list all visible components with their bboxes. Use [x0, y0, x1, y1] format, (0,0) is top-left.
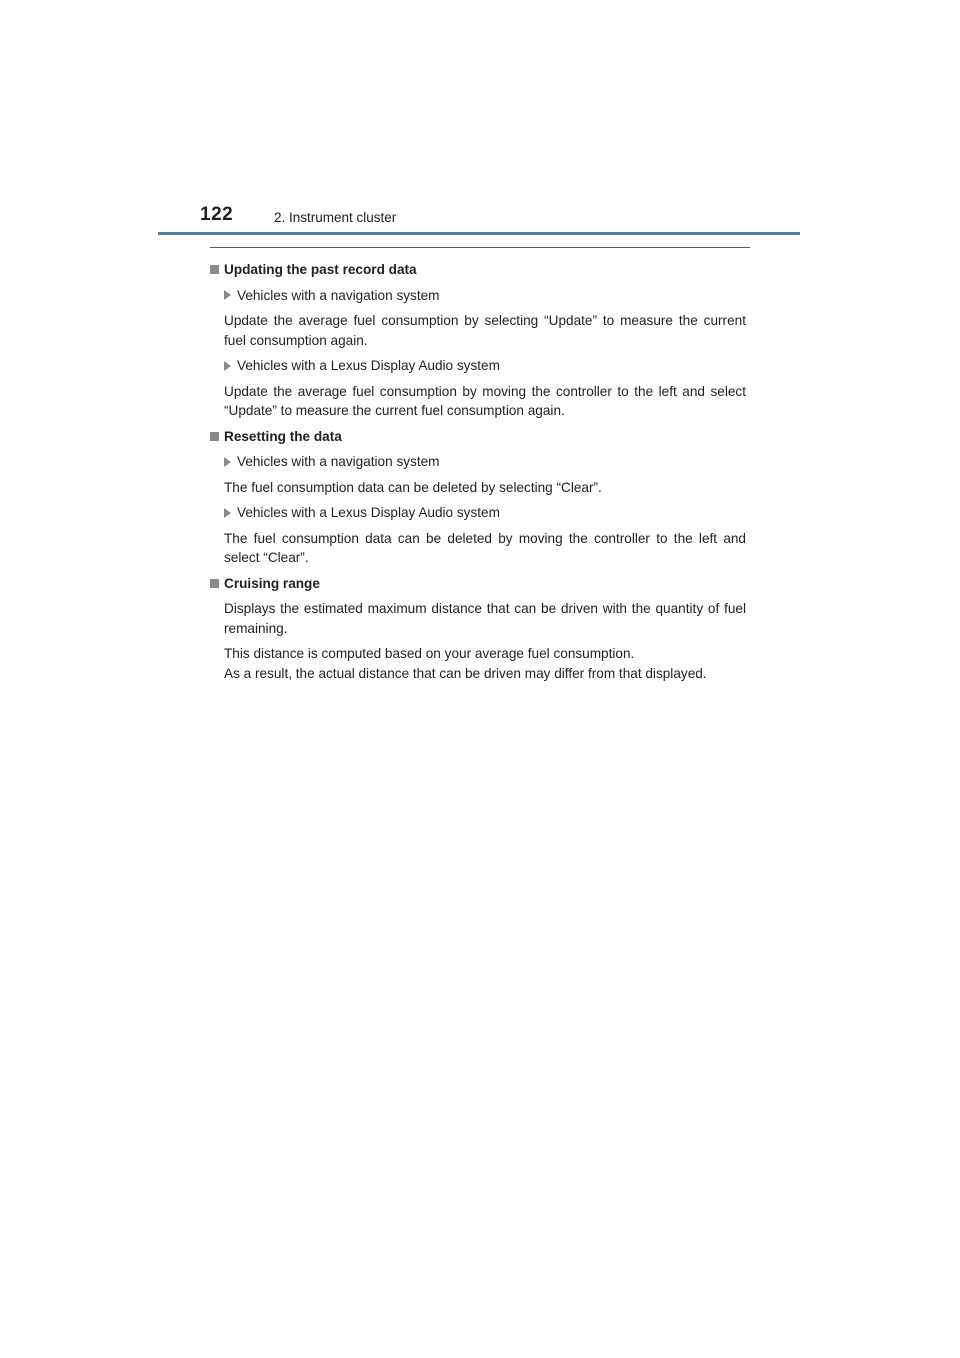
subheading-text: Vehicles with a Lexus Display Audio system [237, 358, 500, 373]
heading-text: Resetting the data [224, 428, 342, 444]
page-number: 122 [200, 204, 234, 225]
square-bullet-icon [210, 265, 219, 274]
heading-text: Updating the past record data [224, 262, 417, 277]
subheading-resetting-nav [224, 452, 746, 472]
paragraph-cruising-3: As a result, the actual distance that can be driven may differ from that displayed. [224, 665, 707, 681]
header-rule [158, 232, 800, 235]
subheading-text: Vehicles with a navigation system [237, 287, 440, 303]
heading-updating [210, 260, 746, 280]
triangle-bullet-icon [224, 508, 231, 518]
paragraph-updating-nav: Update the average fuel consumption by selecting “Update” to measure the current fuel consumption again. [224, 313, 746, 348]
paragraph-resetting-lda: The fuel consumption data can be deleted by moving the controller to the left and select “Clear”. [224, 530, 746, 565]
triangle-bullet-icon [224, 290, 231, 300]
paragraph-cruising-2: This distance is computed based on your average fuel consumption. [224, 646, 635, 661]
triangle-bullet-icon [224, 457, 231, 467]
subheading-text: Vehicles with a navigation system [237, 454, 440, 469]
heading-resetting [210, 427, 746, 447]
page-header [158, 200, 800, 236]
square-bullet-icon [210, 432, 219, 441]
paragraph-updating-lda: Update the average fuel consumption by moving the controller to the left and select “Update” to measure the current fuel consumption again. [224, 383, 746, 418]
heading-text: Cruising range [224, 575, 320, 591]
square-bullet-icon [210, 579, 219, 588]
content-divider [210, 247, 750, 248]
triangle-bullet-icon [224, 361, 231, 371]
subheading-resetting-lda [224, 503, 746, 523]
subheading-text: Vehicles with a Lexus Display Audio system [237, 505, 500, 520]
subheading-updating-lda [224, 356, 746, 376]
paragraph-resetting-nav: The fuel consumption data can be deleted by selecting “Clear”. [224, 479, 602, 495]
paragraph-cruising-1: Displays the estimated maximum distance that can be driven with the quantity of fuel remaining. [224, 601, 746, 636]
subheading-updating-nav [224, 286, 746, 306]
page-content [210, 260, 746, 689]
section-title: 2. Instrument cluster [274, 210, 397, 225]
heading-cruising [210, 574, 746, 594]
